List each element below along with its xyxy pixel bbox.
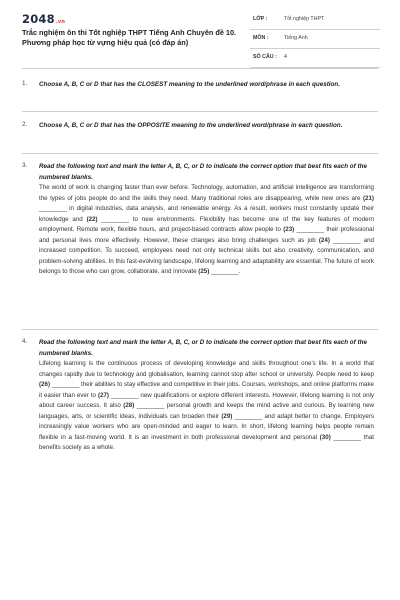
passage-text: ________. xyxy=(209,268,241,276)
question-instruction: Read the following text and mark the letter A, B, C, or D to indicate the correct option that best fits each of the numbered blanks. xyxy=(39,339,367,357)
blank-number: (26) xyxy=(39,381,51,389)
passage-text: Lifelong learning is the continuous process of developing knowledge and skills throughout one's life. In a world that changes rapidly due to technology and globalisation, learning cannot stop after school or university. People need to keep xyxy=(39,360,374,378)
meta-row-class xyxy=(250,15,380,30)
question-number: 1. xyxy=(22,80,28,87)
meta-row-count xyxy=(250,53,380,68)
question-1 xyxy=(22,80,380,91)
question-4 xyxy=(22,338,380,454)
passage-text: ________ that benefits society as a whole. xyxy=(39,433,374,452)
blank-number: (25) xyxy=(198,268,210,276)
passage-text: The world of work is changing faster than ever before. Technology, automation, and artificial intelligence are transforming the types of jobs people do and the skills they need. Many traditional roles are disappearing, while new ones are xyxy=(39,184,374,202)
passage-text: ________ their professional and personal lives more effectively. However, these changes also bring challenges such as job xyxy=(39,226,374,244)
meta-key: MÔN : xyxy=(253,35,269,41)
document-header xyxy=(0,0,400,60)
document-title: Trắc nghiệm ôn thi Tốt nghiệp THPT Tiếng Anh Chuyên đề 10. Phương pháp học từ vựng hiệu quả (có đáp án) xyxy=(22,28,237,47)
reading-passage xyxy=(39,183,374,278)
question-instruction: Read the following text and mark the letter A, B, C, or D to indicate the correct option that best fits each of the numbered blanks. xyxy=(39,163,367,181)
question-3 xyxy=(22,162,380,278)
passage-text: ________ in digital industries, data analysis, and renewable energy. As a result, workers must constantly update their knowledge and xyxy=(39,205,374,223)
divider xyxy=(22,153,378,154)
meta-value: Tiếng Anh xyxy=(284,35,308,41)
logo-sub: .vn xyxy=(55,19,66,25)
blank-number: (24) xyxy=(318,236,330,244)
meta-key: LỚP : xyxy=(253,16,268,22)
blank-number: (27) xyxy=(97,391,109,399)
question-number: 4. xyxy=(22,338,28,345)
blank-number: (28) xyxy=(123,402,135,410)
passage-text: ________ new qualifications or explore different interests. However, lifelong learning is not only about career success. It also xyxy=(39,391,374,410)
blank-number: (23) xyxy=(283,226,295,234)
meta-value: Tốt nghiệp THPT xyxy=(284,16,325,22)
divider xyxy=(22,68,378,69)
meta-row-subject xyxy=(250,34,380,49)
passage-text: ________ personal growth and keeps the mind active and curious. By learning new languages, arts, or scientific ideas, individuals can broaden their xyxy=(39,402,374,420)
logo-main: 2048 xyxy=(22,12,55,26)
blank-number: (22) xyxy=(86,215,98,223)
passage-text: ________ and increased competition. To succeed, employees need not only technical skills but also creativity, communication, and problem-solving abilities. In this fast-evolving landscape, lifelong learning and adaptability are essential. The future of work belongs to those who can grow, collaborate, and innovate xyxy=(39,236,375,276)
divider xyxy=(22,329,378,330)
divider xyxy=(22,111,378,112)
site-logo[interactable] xyxy=(22,12,65,26)
blank-number: (21) xyxy=(362,194,374,202)
question-instruction: Choose A, B, C or D that has the CLOSEST meaning to the underlined word/phrase in each question. xyxy=(39,81,340,88)
passage-text: ________ and adapt better to change. Employers increasingly value workers who are open-minded and eager to learn. In short, lifelong learning helps people remain flexible in a fast-moving world. It is an investment in both professional development and personal xyxy=(39,412,374,441)
question-number: 2. xyxy=(22,121,28,128)
meta-key: SỐ CÂU : xyxy=(253,54,277,60)
question-instruction: Choose A, B, C or D that has the OPPOSITE meaning to the underlined word/phrase in each question. xyxy=(39,122,343,129)
blank-number: (30) xyxy=(319,433,331,441)
passage-text: ________ their abilities to stay effective and competitive in their jobs. Courses, workshops, and online platforms make it easier than ever to xyxy=(39,381,374,399)
question-number: 3. xyxy=(22,162,28,169)
blank-number: (29) xyxy=(221,412,233,420)
passage-text: ________ to new environments. Flexibility has become one of the key features of modern employment. Remote work, flexible hours, and project-based contracts allow people to xyxy=(39,215,374,234)
reading-passage xyxy=(39,359,374,454)
question-2 xyxy=(22,121,380,132)
meta-box xyxy=(250,15,380,72)
meta-value: 4 xyxy=(284,54,287,60)
